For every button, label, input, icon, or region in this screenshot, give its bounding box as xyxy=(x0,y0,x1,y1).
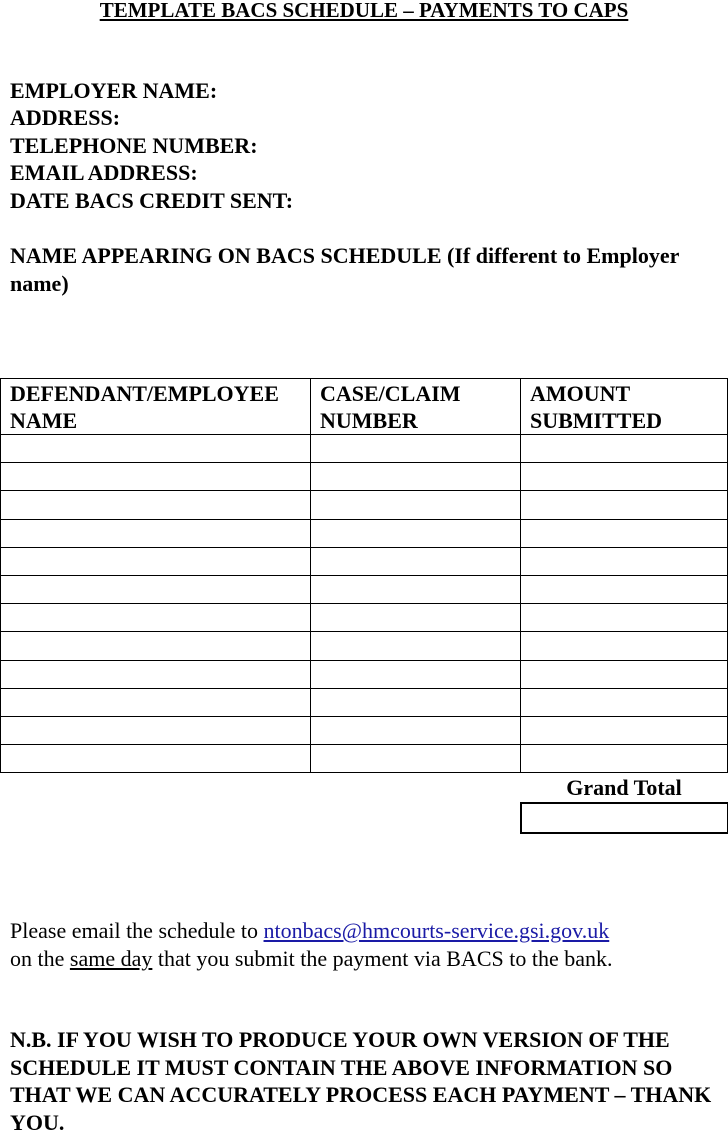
cell-defendant-name[interactable] xyxy=(1,745,311,773)
table-row xyxy=(1,688,728,716)
date-bacs-credit-field: DATE BACS CREDIT SENT: xyxy=(10,187,294,213)
table-row xyxy=(1,660,728,688)
cell-amount[interactable] xyxy=(521,745,728,773)
table-body xyxy=(1,435,728,773)
cell-amount[interactable] xyxy=(521,463,728,491)
cell-case-number[interactable] xyxy=(311,716,521,744)
line2-suffix: that you submit the payment via BACS to the bank. xyxy=(152,946,613,971)
table-row xyxy=(1,463,728,491)
telephone-field: TELEPHONE NUMBER: xyxy=(10,132,258,158)
address-field: ADDRESS: xyxy=(10,105,121,131)
email-link[interactable]: ntonbacs@hmcourts-service.gsi.gov.uk xyxy=(263,918,610,943)
cell-defendant-name[interactable] xyxy=(1,463,311,491)
cell-amount[interactable] xyxy=(521,435,728,463)
table-row xyxy=(1,575,728,603)
table-row xyxy=(1,547,728,575)
employer-name-field: EMPLOYER NAME: xyxy=(10,78,218,103)
cell-defendant-name[interactable] xyxy=(1,491,311,519)
header-amount: AMOUNT SUBMITTED xyxy=(521,379,728,435)
email-address-field: EMAIL ADDRESS: xyxy=(10,160,198,186)
cell-case-number[interactable] xyxy=(311,632,521,660)
cell-case-number[interactable] xyxy=(311,463,521,491)
email-line-2 xyxy=(10,945,612,973)
table-row xyxy=(1,435,728,463)
cell-amount[interactable] xyxy=(521,547,728,575)
cell-case-number[interactable] xyxy=(311,547,521,575)
cell-amount[interactable] xyxy=(521,632,728,660)
cell-defendant-name[interactable] xyxy=(1,547,311,575)
table-row xyxy=(1,491,728,519)
nb-notice: N.B. IF YOU WISH TO PRODUCE YOUR OWN VERSION OF THE SCHEDULE IT MUST CONTAIN THE ABOVE INFORMATION SO THAT WE CAN ACCURATELY PROCESS EACH PAYMENT – THANK YOU. xyxy=(10,1027,712,1135)
table-row xyxy=(1,745,728,773)
table-row xyxy=(1,519,728,547)
table-row xyxy=(1,604,728,632)
cell-defendant-name[interactable] xyxy=(1,632,311,660)
table-row xyxy=(1,632,728,660)
cell-amount[interactable] xyxy=(521,575,728,603)
line2-prefix: on the xyxy=(10,946,70,971)
email-instructions xyxy=(10,917,612,973)
cell-amount[interactable] xyxy=(521,716,728,744)
cell-case-number[interactable] xyxy=(311,435,521,463)
cell-amount[interactable] xyxy=(521,491,728,519)
email-prefix: Please email the schedule to xyxy=(10,918,264,943)
cell-case-number[interactable] xyxy=(311,688,521,716)
bacs-name-prompt: NAME APPEARING ON BACS SCHEDULE (If different to Employer name) xyxy=(10,243,679,296)
cell-case-number[interactable] xyxy=(311,745,521,773)
cell-case-number[interactable] xyxy=(311,660,521,688)
employer-details xyxy=(10,77,293,214)
cell-case-number[interactable] xyxy=(311,519,521,547)
cell-amount[interactable] xyxy=(521,604,728,632)
cell-case-number[interactable] xyxy=(311,575,521,603)
grand-total-label: Grand Total xyxy=(566,775,682,800)
cell-amount[interactable] xyxy=(521,688,728,716)
cell-case-number[interactable] xyxy=(311,604,521,632)
table-row xyxy=(1,716,728,744)
cell-defendant-name[interactable] xyxy=(1,519,311,547)
payment-schedule-table xyxy=(0,378,728,773)
cell-amount[interactable] xyxy=(521,519,728,547)
cell-defendant-name[interactable] xyxy=(1,575,311,603)
cell-amount[interactable] xyxy=(521,660,728,688)
document-title: TEMPLATE BACS SCHEDULE – PAYMENTS TO CAPS xyxy=(99,0,629,22)
cell-case-number[interactable] xyxy=(311,491,521,519)
header-case-number: CASE/CLAIM NUMBER xyxy=(311,379,521,435)
email-line-1 xyxy=(10,917,612,945)
same-day-text: same day xyxy=(69,946,153,971)
cell-defendant-name[interactable] xyxy=(1,716,311,744)
grand-total-box[interactable] xyxy=(520,802,728,834)
cell-defendant-name[interactable] xyxy=(1,435,311,463)
cell-defendant-name[interactable] xyxy=(1,660,311,688)
table-header-row xyxy=(1,379,728,435)
header-defendant-name: DEFENDANT/EMPLOYEE NAME xyxy=(1,379,311,435)
cell-defendant-name[interactable] xyxy=(1,688,311,716)
cell-defendant-name[interactable] xyxy=(1,604,311,632)
